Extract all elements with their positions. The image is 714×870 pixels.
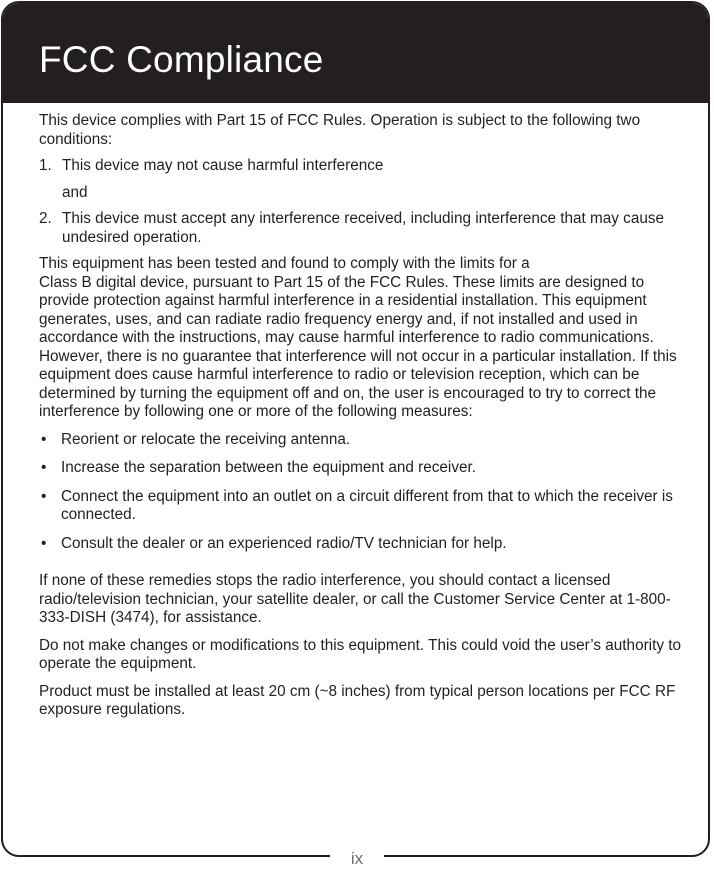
document-body [39,112,687,729]
measures-list [39,431,687,554]
exposure-paragraph: Product must be installed at least 20 cm (~8 inches) from typical person locations per FCC RF exposure regulations. [39,682,676,718]
bullet-icon: • [41,430,47,448]
list-item [39,459,687,478]
list-item-text: Connect the equipment into an outlet on a circuit different from that to which the receiver is connected. [61,487,673,523]
condition-text: This device may not cause harmful interference [62,157,384,174]
page-frame [1,1,710,857]
bullet-icon: • [41,487,47,505]
bullet-icon: • [41,459,47,476]
equipment-paragraph [39,255,687,422]
list-item-text: Reorient or relocate the receiving antenna. [61,430,351,448]
equipment-paragraph-body: Class B digital device, pursuant to Part 15 of the FCC Rules. These limits are designed to provide protection against harmful interference in a residential installation. This equipment generates, uses, and can radiate radio frequency energy and, if not installed and used in accordance with the instructions, may cause harmful interference to radio communications. However, there is no guarantee that interference will not occur in a particular installation. If this equipment does cause harmful interference to radio or television reception, which can be determined by turning the equipment off and on, the user is encouraged to try to correct the interference by following one or more of the following measures: [39,273,677,420]
list-item-text: Increase the separation between the equipment and receiver. [61,459,476,476]
condition-item [39,210,687,247]
page-title: FCC Compliance [39,39,324,80]
intro-paragraph: This device complies with Part 15 of FCC Rules. Operation is subject to the following two conditions: [39,112,641,148]
list-item [39,535,687,554]
remedy-paragraph: If none of these remedies stops the radio interference, you should contact a licensed radio/television technician, your satellite dealer, or call the Customer Service Center at 1-800-333-DISH (3474), for assistance. [39,572,671,626]
header-bar [3,3,708,103]
list-item [39,488,687,525]
condition-number: 1. [39,157,52,174]
list-item [39,431,687,450]
condition-item [39,157,687,176]
condition-conjunction: and [62,183,88,201]
list-item-text: Consult the dealer or an experienced radio/TV technician for help. [61,534,507,552]
equipment-paragraph-first-line: This equipment has been tested and found to comply with the limits for a [39,255,530,272]
condition-text: This device must accept any interference received, including interference that may cause undesired operation. [62,210,664,246]
page-number: ix [350,849,364,868]
bullet-icon: • [41,534,47,552]
condition-number: 2. [39,210,52,227]
changes-paragraph: Do not make changes or modifications to this equipment. This could void the user’s authority to operate the equipment. [39,636,681,672]
